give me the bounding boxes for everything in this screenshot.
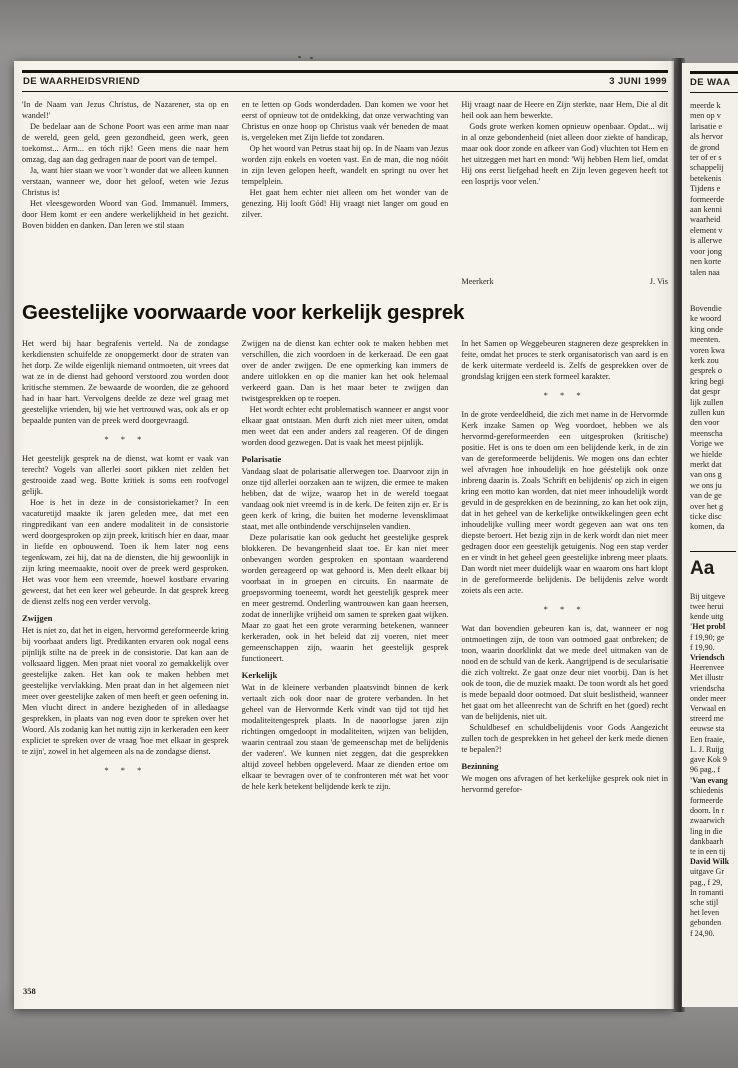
section-subhead: Polarisatie (241, 454, 282, 464)
paragraph: gebonden (690, 918, 722, 928)
header-row (22, 73, 668, 91)
paragraph: Gods grote werken komen opnieuw openbaar. Opdat... wij in al onze gebondenheid (niet alleen door ziekte of handicap, maar ook door zonde en afkeer van God) vluchten tot Hem en het uitzeggen met hart en mond: 'Wij hebben Hem lief, omdat Hij ons eerst liefgehad heeft en Zijn leven gegeven heeft tot een losprijs voor velen.' (461, 122, 668, 186)
paragraph: f 19,90; ge (690, 632, 725, 642)
paragraph: ke woord (690, 314, 722, 324)
page-header (22, 70, 668, 92)
paragraph: Het vleesgeworden Woord van God. Immanuël. Immers, door Hem komt er een andere werkelijkheid in het gezicht. Boven bidden en danken. Dan leren we stil staan (22, 199, 229, 230)
paragraph: we ons ju (690, 480, 722, 490)
paragraph: We mogen ons afvragen of het kerkelijke gesprek ook niet in hervormd gerefor- (461, 774, 668, 794)
paragraph: van de ge (690, 491, 722, 501)
paragraph: komen, da (690, 522, 725, 532)
paragraph: zwaarwich (690, 816, 725, 826)
scan-artifact (310, 57, 313, 59)
paragraph: over het g (690, 501, 724, 511)
paragraph: 96 pag., f (690, 765, 721, 775)
paragraph: 'Het probl (690, 622, 726, 632)
paragraph: In romanti (690, 887, 724, 897)
paragraph: Hoe is het in deze in de consistoriekamer? In een vacaturetijd maakte ik jaren geleden mee, dat met een ringpredikant van een andere modaliteit in de consistorie werd doorgesproken op zijn preek, kritisch hier en daar, maar in liefde en opbouwend. Toen ik hem later nog eens tegenkwam, zei hij, dat na de diensten, die hij gewoonlijk in zijn kring meemaakte, nooit over de preek werd gesproken. Het was voor hem een vreemde, hoewel kostbare ervaring geweest, dat het een keer wel gebeurde. In dat gesprek kreeg de dienst zelfs nog een verder vervolg. (22, 498, 229, 606)
paragraph: ling in die (690, 826, 723, 836)
paragraph: gave Kok 9 (690, 755, 727, 765)
paragraph: Bovendie (690, 303, 722, 313)
paragraph: nen korte (690, 257, 722, 267)
paragraph: schappelij (690, 163, 724, 173)
article-headline: Geestelijke voorwaarde voor kerkelijk gesprek (22, 301, 465, 324)
article-body (22, 338, 668, 988)
section-subhead: Zwijgen (22, 613, 53, 623)
signature-place: Meerkerk (461, 277, 494, 286)
paragraph: Wat dan bovendien gebeuren kan is, dat, wanneer er nog ontmoetingen zijn, de toon van ootmoed gaat ontbreken; de toon, waarin doorklinkt dat we mede deel uitmaken van de nood en de schuld van de kerk. Aangrijpend is de secularisatie die zich voltrekt. Ze gaat onze deur niet voorbij. Dan is het ook de toon, die de muziek maakt. De toon wordt als het goed is mede bepaald door ootmoed. Dat sluit beslistheid, wanneer het gaat om het alleenrecht van de Schrift en het (goed) recht van de belijdenis, niet uit. (461, 624, 668, 721)
paragraph: 'In de Naam van Jezus Christus, de Nazarener, sta op en wandel!' (22, 100, 229, 120)
paragraph: meerde k (690, 101, 721, 110)
adjacent-page-sliver (682, 63, 738, 1007)
paragraph: In het Samen op Weggebeuren stagneren deze gesprekken in feite, omdat het proces te sterk organisatorisch van aard is en de kerk uitermate verdeeld is. Zelfs de gesprekken over de grondslag krijgen een sterk formeel karakter. (461, 339, 668, 381)
paragraph: Een fraaie, (690, 734, 725, 744)
paragraph: Vriendsch (690, 653, 725, 663)
paragraph: waarheid (690, 215, 721, 225)
paragraph: kerk zou (690, 355, 719, 365)
paragraph: Het gaat hem echter niet alleen om het wonder van de genezing. Hij looft Gód! Hij vraagt niet langer om goud en zilver. (241, 188, 449, 219)
paragraph: ter of er s (690, 153, 722, 163)
paragraph: betekenis (690, 173, 722, 183)
paragraph: is allerwe (690, 236, 723, 246)
article-column-2 (242, 338, 449, 988)
scan-artifact (298, 56, 301, 58)
paragraph: Hij vraagt naar de Heere en Zijn sterkte, naar Hem, Die al dit heil ook aan hem bewerkte. (461, 100, 668, 120)
paragraph: meenscha (690, 428, 723, 438)
paragraph: element v (690, 225, 723, 235)
article-column-1 (22, 338, 229, 988)
article-column-3 (461, 338, 668, 988)
header-rule-bottom (22, 91, 668, 92)
paragraph: Deze polarisatie kan ook geducht het geestelijke gesprek blokkeren. De bevangenheid slaat toe. Er kan niet meer onbevangen worden gesproken en spontaan waarderend worden gereageerd op wat gehoord is. Men deelt elkaar bij voorbaat in in groepen en circuits. En naarmate de groepsvorming toeneemt, wordt het geestelijk gesprek meer en meer gestremd. Onderling wantrouwen kan gaan heersen, zodat de innerlijke vrijheid om samen te spreken gaat wijken. Maar zo gaat het een grote verarming betekenen, wanneer kerkeraden, ook in het beleid dat zij voeren, niet meer gemeenschappen zijn, waarin het geestelijk gesprek functioneert. (241, 533, 449, 663)
paragraph: dankbaarh (690, 836, 724, 846)
paragraph: zullen kun (690, 407, 725, 417)
newspaper-page (14, 61, 674, 1009)
paragraph: kende uitg (690, 612, 724, 622)
paragraph: f 19,90. (690, 642, 715, 652)
signature-author: J. Vis (649, 277, 668, 286)
paragraph: we hielde (690, 449, 723, 459)
paragraph: uitgave Gr (690, 867, 724, 877)
paragraph: David Wilk (690, 857, 730, 867)
intro-section (22, 99, 668, 287)
paragraph: onder meer (690, 693, 727, 703)
masthead: DE WAARHEIDSVRIEND (23, 76, 140, 87)
paragraph: larisatie e (690, 121, 723, 131)
paragraph: meenten. (690, 335, 721, 345)
paragraph: Vandaag slaat de polarisatie allerwegen toe. Daarvoor zijn in onze tijd allerlei oorzaken aan te wijzen, die ermee te maken hebben, dat de wijze, waarop het in de wereld toegaat vandaag ook niet vreemd is in de kerk. De feiten zijn er. Er is geen kerk of kring, die buiten het moderne levensklimaat staat, met alle ontbindende verschijnselen vandien. (241, 467, 449, 531)
paragraph: de grond (690, 142, 720, 152)
issue-date: 3 JUNI 1999 (609, 76, 667, 87)
section-subhead: Kerkelijk (241, 670, 278, 680)
paragraph: Het werd bij haar begrafenis verteld. Na de zondagse kerkdiensten schuifelde ze onopgemerkt door de straten van het dorp. Ze wilde eigenlijk niemand ontmoeten, uit vrees dat wat ze in de dienst had gehoord verstoord zou worden door kritische stemmen. Ze bewaarde de woorden, die ze gehoord had in haar hart. Vervolgens deelde ze deze wel graag met geestelijke vrienden, bij wie het vertrouwd was, ook als er op bepaalde punten van de preek werd doorgevraagd. (22, 339, 229, 425)
paragraph: schiedenis (690, 785, 724, 795)
adjacent-header-rule-bottom (690, 92, 738, 93)
section-separator: * * * (104, 765, 147, 775)
adjacent-text-block-3 (690, 592, 738, 939)
paragraph: formeerde (690, 194, 725, 204)
paragraph: men op v (690, 111, 721, 121)
paragraph: aan kenni (690, 205, 723, 215)
article-signature (461, 270, 668, 287)
paragraph: merkt dat (690, 460, 722, 469)
intro-column-2 (242, 99, 449, 287)
adjacent-text-block-2 (690, 304, 738, 533)
adjacent-section-rule (690, 551, 736, 552)
paragraph: In de grote verdeeldheid, die zich met name in de Hervormde Kerk inzake Samen op Weg voordoet, hebben we als hervormd-gereformeerden een uitgesproken (kritische) positie. Het is ons te doen om een belijdende kerk, in de zin van de gereformeerde belijdenis. We mogen ons dan echter wel afvragen hoe inhoudelijk en hoe gééstelijk ook onze inbreng daarin is. Zoals 'Schrift en belijdenis' op zich in eigen kring een motto kan worden, dat niet meer inhoudelijk wordt gevuld in de gesprekken en de bezinning, zo kan het ook zijn, dat in het geheel van de kerkelijke ontwikkelingen geen echt inhoudelijke vulling meer wordt gegeven aan wat ons ten diepste beroert. Het bezig zijn in de kerk wordt dan niet meer gedragen door een geestelijk getuigenis. Nog een stap verder en er vindt in het geheel geen geestelijke inbreng meer plaats. Dan wordt niet meer duidelijk waar en waarom ons hart klopt in de gereformeerde belijdenis. De belijdenis zelve wordt zoiets als een acte. (461, 410, 668, 595)
paragraph: te in een tij (690, 846, 726, 856)
paragraph: gesprek o (690, 366, 723, 376)
paragraph: Verwaal en (690, 704, 726, 714)
paragraph: L. J. Ruijg (690, 744, 724, 754)
paragraph: talen naa (690, 267, 720, 277)
paragraph: voren kwa (690, 345, 725, 355)
paragraph: doorn. In r (690, 806, 724, 816)
paragraph: als hervor (690, 132, 723, 142)
paragraph: streerd me (690, 714, 724, 724)
paragraph: Heerenvee (690, 663, 725, 673)
paragraph: twee herui (690, 602, 724, 612)
paragraph: Het wordt echter echt problematisch wanneer er angst voor elkaar gaat ontstaan. Men durft zich niet meer uiten, omdat men weet dat een ander anders zal reageren. Of de dingen worden dood gezwegen. Dat is vaak het meest pijnlijk. (241, 405, 449, 447)
paragraph: Bij uitgeve (690, 591, 726, 601)
paragraph: formeerde (690, 795, 723, 805)
paragraph: pag., f 29, (690, 877, 723, 887)
paragraph: dat gespr (690, 387, 721, 397)
adjacent-headline: Aa (690, 557, 715, 579)
adjacent-text-block-1 (690, 101, 738, 278)
paragraph: 'Van evang (690, 775, 728, 785)
paragraph: Het geestelijk gesprek na de dienst, wat komt er vaak van terecht? Vogels van allerlei soort pikken niet zelden het gestrooide zaad weg. Botte kritiek is soms een roofvogel gelijk. (22, 454, 229, 496)
paragraph: De bedelaar aan de Schone Poort was een arme man naar de wereld, geen geld, geen gezondheid, geen werk, geen toekomst... Arm... en tóch rijk! Geen mens die naar hem omzag, dag aan dag gedragen naar de poort van de tempel. (22, 122, 229, 164)
adjacent-page-header (690, 71, 738, 93)
paragraph: Zwijgen na de dienst kan echter ook te maken hebben met verschillen, die zich voordoen in de kerkeraad. De een gaat over de ander zwijgen. De ene opmerking kan immers de andere uitlokken en op die manier kan het ook helemaal verkeerd gaan. Dan is het maar beter te zwijgen dan twistgesprekken op te roepen. (241, 339, 449, 403)
paragraph: Wat in de kleinere verbanden plaatsvindt binnen de kerk vertaalt zich ook door naar de grotere verbanden. In het geheel van de Hervormde Kerk vindt van tijd tot tijd het modaliteitengesprek plaats. In de naoorlogse jaren zijn richtingen omgedoopt in modaliteiten, wijzen van belijden, waarin centraal zou staan 'de gemeenschap met de belijdenis der vaderen'. We kunnen niet zeggen, dat die gesprekken altijd zoveel hebben opgeleverd. Maar ze dienden ertoe om elkaar te bevragen over of te confronteren mét wat het voor de hele kerk betekent belijdende kerk te zijn. (241, 683, 449, 791)
paragraph: lijk zullen (690, 397, 724, 407)
section-subhead: Bezinning (461, 761, 499, 771)
paragraph: eeuwse sta (690, 724, 725, 734)
section-separator: * * * (543, 390, 586, 400)
paragraph: voor jong (690, 246, 723, 256)
paragraph: sche stijl (690, 897, 719, 907)
paragraph: het leven (690, 908, 720, 918)
paragraph: ticke disc (690, 512, 722, 522)
adjacent-masthead: DE WAA (690, 77, 731, 88)
paragraph: king onde (690, 324, 723, 334)
paragraph: Tijdens e (690, 184, 721, 194)
section-separator: * * * (543, 604, 586, 614)
paragraph: Schuldbesef en schuldbelijdenis voor Gods Aangezicht zullen toch de gesprekken in het geheel der kerk mede dienen te bepalen?! (461, 723, 668, 754)
paragraph: Het is niet zo, dat het in eigen, hervormd gereformeerde kring bij voorbaat anders ligt. Predikanten ervaren ook nogal eens pijnlijk stilte na de preek in de consistorie. Dat kan aan de volksaard liggen. Men praat niet vooral zo gemakkelijk over geestelijke zaken. Het kan ook te maken hebben met geestelijke vervlakking. Men praat dan in het algemeen niet meer over geestelijke zaken of men heeft er geen oefening in. Men vlucht direct in andere bezigheden of in alledaagse gesprekken, in plaats van nog even door te spreken over het Woord. Als zodanig kan het nuttig zijn in kerkeraden een keer expliciet te spreken over de vraag 'hoe met elkaar in gesprek te zijn', zowel in het algemeen als na de zondagse dienst. (22, 626, 229, 756)
paragraph: Op het woord van Petrus staat hij op. In de Naam van Jezus worden zijn enkels en voeten vast. En de man, die nog nóóit in zijn leven gelopen heeft, wandelt en springt nu over het tempelplein. (241, 144, 449, 186)
page-number: 358 (23, 986, 36, 996)
paragraph: Ja, want hier staan we voor 't wonder dat we alleen kunnen verstaan, wanneer we, door het geloof, weten wie Jezus Christus is! (22, 166, 229, 197)
paragraph: Met illustr (690, 673, 724, 683)
paragraph: Vorige we (690, 439, 724, 449)
paragraph: kring begi (690, 376, 724, 386)
paragraph: den voor (690, 418, 720, 428)
paragraph: vriendscha (690, 683, 725, 693)
intro-column-1 (22, 99, 229, 287)
intro-column-3 (461, 99, 668, 287)
paragraph: en te letten op Gods wonderdaden. Dan komen we voor het eerst of opnieuw tot de ontdekking, dat onze verwachting van Christus en onze hoop op Christus vaak vér beneden de maat is, vergeleken met Zijn liefde tot zondaren. (241, 100, 449, 142)
paragraph: van ons g (690, 470, 722, 480)
section-separator: * * * (104, 434, 147, 444)
paragraph: f 24,90. (690, 928, 715, 938)
